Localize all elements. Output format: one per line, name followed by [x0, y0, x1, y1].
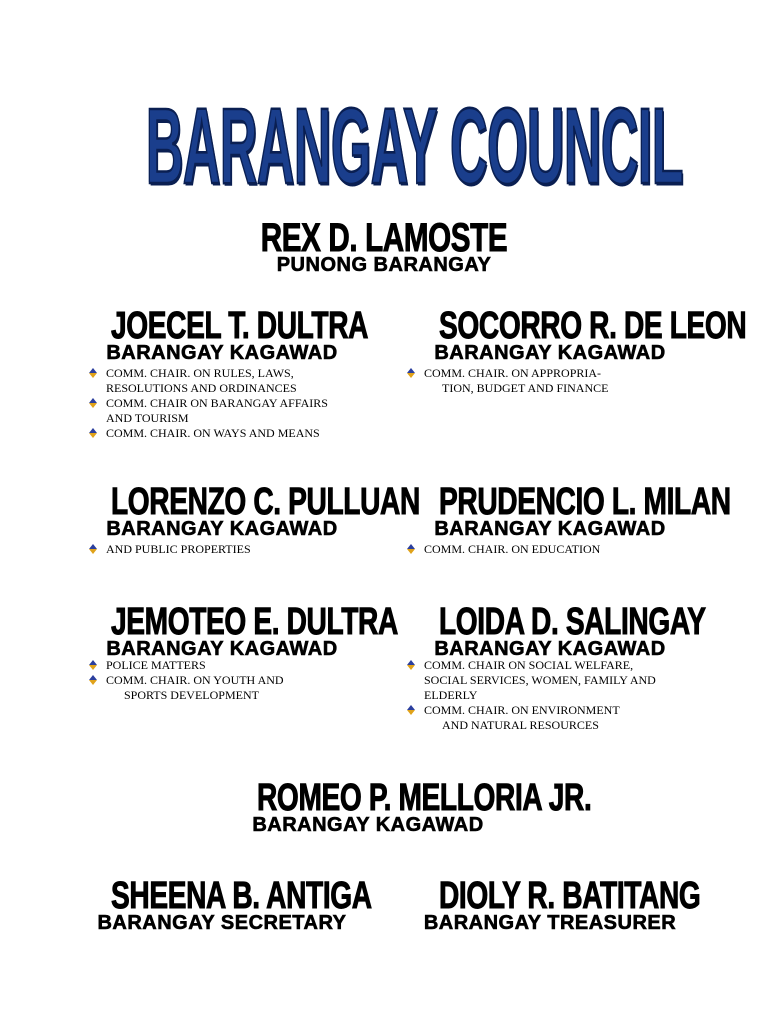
member-role: BARANGAY KAGAWAD [106, 342, 338, 364]
member-name: PRUDENCIO L. MILAN [439, 481, 731, 523]
captain-block [0, 218, 768, 276]
treasurer-name: DIOLY R. BATITANG [439, 875, 701, 917]
committee-line: COMM. CHAIR. ON WAYS AND MEANS [106, 426, 320, 440]
committee-line-continued: AND TOURISM [106, 411, 189, 425]
diamond-bullet-icon [406, 544, 416, 554]
diamond-bullet-icon [88, 660, 98, 670]
diamond-bullet-icon [88, 428, 98, 438]
committee-line: AND PUBLIC PROPERTIES [106, 542, 251, 556]
treasurer-role: BARANGAY TREASURER [423, 912, 677, 934]
committee-line: POLICE MATTERS [106, 658, 206, 672]
council-member-block [72, 601, 398, 660]
member-role: BARANGAY KAGAWAD [106, 518, 338, 540]
committee-list [84, 658, 374, 703]
member-name: JEMOTEO E. DULTRA [111, 601, 398, 643]
secretary-name: SHEENA B. ANTIGA [111, 875, 372, 917]
committee-line: COMM. CHAIR ON SOCIAL WELFARE, [424, 658, 634, 672]
committee-item [84, 542, 374, 557]
member-role: BARANGAY KAGAWAD [106, 638, 338, 660]
member-role: BARANGAY KAGAWAD [252, 814, 484, 836]
committee-item [402, 658, 692, 703]
diamond-bullet-icon [88, 368, 98, 378]
committee-line: COMM. CHAIR. ON APPROPRIA- [424, 366, 602, 380]
council-member-block [400, 481, 731, 540]
captain-name: REX D. LAMOSTE [260, 216, 508, 260]
page-title: BARANGAY COUNCIL [145, 85, 683, 207]
committee-item [84, 396, 374, 426]
committee-list [402, 542, 692, 557]
diamond-bullet-icon [406, 705, 416, 715]
committee-line: COMM. CHAIR. ON YOUTH AND [106, 673, 284, 687]
diamond-bullet-icon [88, 544, 98, 554]
member-role: BARANGAY KAGAWAD [434, 638, 666, 660]
committee-item [84, 658, 374, 673]
committee-line-continued: ELDERLY [424, 688, 478, 702]
council-member-block [400, 305, 747, 364]
committee-line-continued: TION, BUDGET AND FINANCE [442, 381, 609, 395]
committee-item [402, 703, 692, 733]
committee-line-continued: SOCIAL SERVICES, WOMEN, FAMILY AND [424, 673, 656, 687]
member-role: BARANGAY KAGAWAD [434, 342, 666, 364]
council-member-block [72, 481, 420, 540]
committee-list [84, 366, 374, 441]
committee-item [84, 426, 374, 441]
member-role: BARANGAY KAGAWAD [434, 518, 666, 540]
committee-line: COMM. CHAIR. ON RULES, LAWS, [106, 366, 294, 380]
committee-list [402, 658, 692, 733]
committee-list [84, 542, 374, 557]
treasurer-block [400, 876, 700, 934]
committee-line: COMM. CHAIR. ON ENVIRONMENT [424, 703, 620, 717]
committee-line-continued: SPORTS DEVELOPMENT [124, 688, 259, 702]
secretary-role: BARANGAY SECRETARY [97, 912, 347, 934]
captain-role: PUNONG BARANGAY [276, 254, 492, 276]
committee-line: COMM. CHAIR. ON EDUCATION [424, 542, 601, 556]
member-name: JOECEL T. DULTRA [111, 305, 369, 347]
committee-item [402, 366, 692, 396]
member-name: SOCORRO R. DE LEON [439, 305, 747, 347]
committee-line: COMM. CHAIR ON BARANGAY AFFAIRS [106, 396, 328, 410]
member-name: LOIDA D. SALINGAY [439, 601, 706, 643]
diamond-bullet-icon [406, 368, 416, 378]
diamond-bullet-icon [406, 660, 416, 670]
member-name: LORENZO C. PULLUAN [111, 481, 420, 523]
committee-line-continued: AND NATURAL RESOURCES [442, 718, 599, 732]
committee-list [402, 366, 692, 396]
council-member-block [72, 306, 372, 364]
diamond-bullet-icon [88, 398, 98, 408]
committee-item [402, 542, 692, 557]
council-member-block [218, 777, 592, 836]
secretary-block [72, 876, 372, 934]
committee-item [84, 366, 374, 396]
council-member-block [400, 601, 706, 660]
committee-item [84, 673, 374, 703]
committee-line-continued: RESOLUTIONS AND ORDINANCES [106, 381, 297, 395]
diamond-bullet-icon [88, 675, 98, 685]
member-name: ROMEO P. MELLORIA JR. [257, 777, 592, 819]
